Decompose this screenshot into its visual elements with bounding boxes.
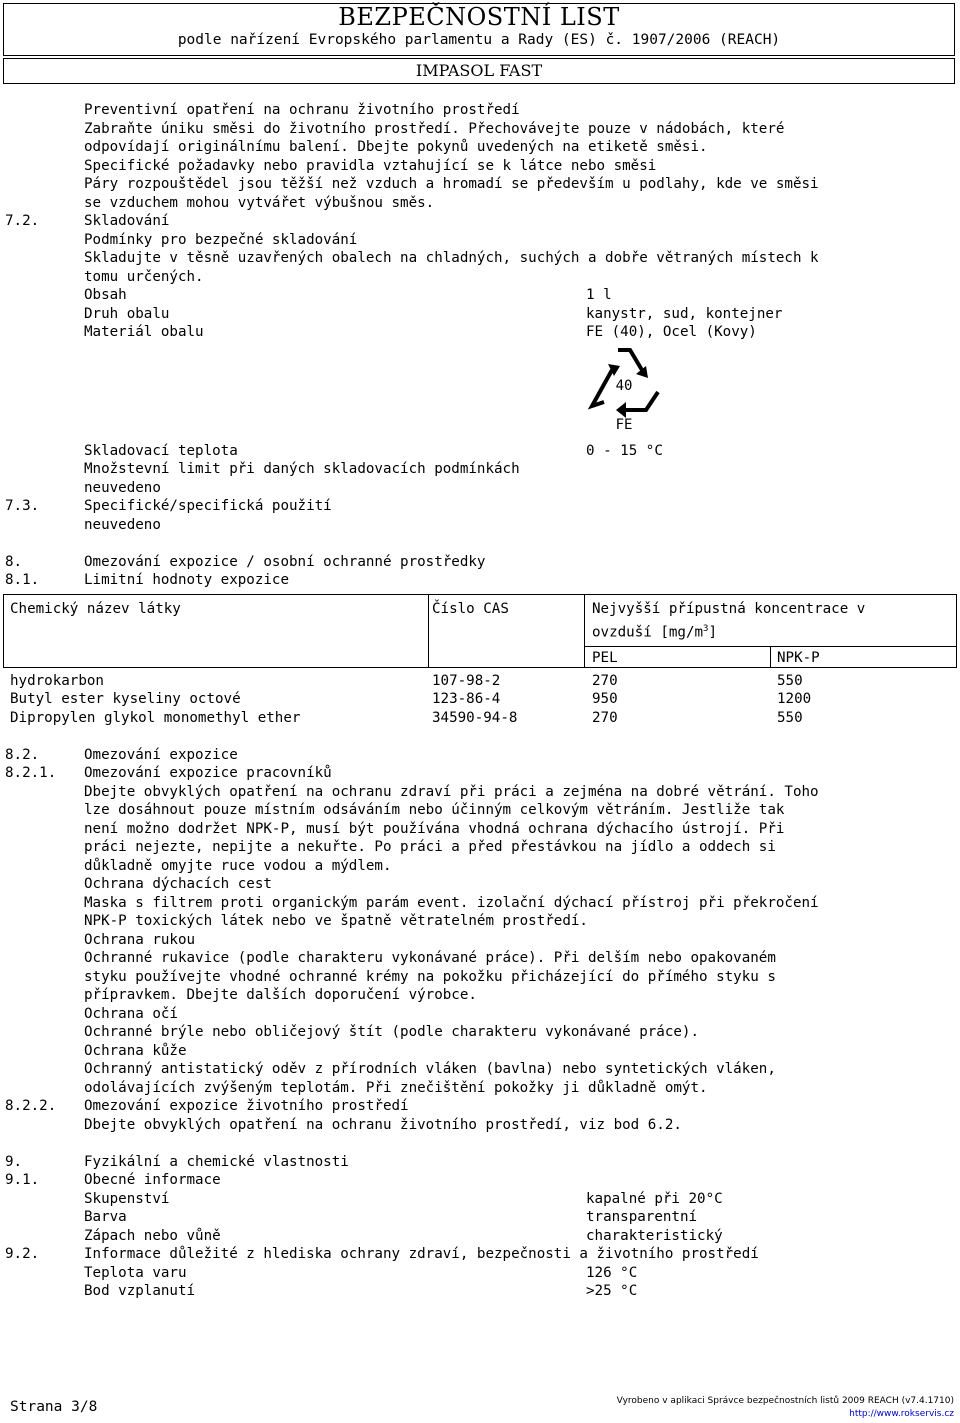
skin-protection-text: odolávajících zvýšeným teplotám. Při znečištění pokožky ji důkladně omýt. xyxy=(84,1080,708,1096)
section-number: 8.2.2. xyxy=(5,1098,57,1114)
section-number: 8.2. xyxy=(5,747,40,763)
generator-text: Vyrobeno v aplikaci Správce bezpečnostních listů 2009 REACH (v7.4.1710) xyxy=(616,1396,954,1406)
hand-protection-text: přípravkem. Dbejte dalších doporučení výrobce. xyxy=(84,987,477,1003)
section-title: Skladování xyxy=(84,213,170,229)
worker-exposure-text: důkladně omyjte ruce vodou a mýdlem. xyxy=(84,858,392,874)
recycling-symbol xyxy=(584,344,664,436)
material-value: FE (40), Ocel (Kovy) xyxy=(586,324,757,340)
storage-conditions-text: Skladujte v těsně uzavřených obalech na chladných, suchých a dobře větraných místech k xyxy=(84,250,819,266)
product-name-box xyxy=(3,58,955,84)
document-header xyxy=(3,3,955,56)
specific-use-value: neuvedeno xyxy=(84,517,161,533)
section-title: Informace důležité z hlediska ochrany zdraví, bezpečnosti a životního prostředí xyxy=(84,1246,759,1262)
content-label: Obsah xyxy=(84,287,127,303)
table-header-cas: Číslo CAS xyxy=(432,601,509,617)
storage-temperature-label: Skladovací teplota xyxy=(84,443,238,459)
section-number: 7.3. xyxy=(5,498,40,514)
table-row-pel: 270 xyxy=(592,710,618,726)
content-value: 1 l xyxy=(586,287,612,303)
table-header-npk: NPK-P xyxy=(777,650,820,666)
packaging-value: kanystr, sud, kontejner xyxy=(586,306,783,322)
recycling-arrows-icon xyxy=(584,344,664,436)
section-title: Omezování expozice / osobní ochranné prostředky xyxy=(84,554,486,570)
table-row-substance: Butyl ester kyseliny octové xyxy=(10,691,241,707)
section-title: Fyzikální a chemické vlastnosti xyxy=(84,1154,349,1170)
section-title: Obecné informace xyxy=(84,1172,221,1188)
footer-generator xyxy=(617,1395,954,1421)
worker-exposure-text: práci nejezte, nepijte a nekuřte. Po práci a před přestávkou na jídlo a oddech si xyxy=(84,839,776,855)
worker-exposure-text: není možno dodržet NPK-P, musí být používána vhodná ochrana dýchacího ústrojí. Při xyxy=(84,821,785,837)
table-header-concentration: Nejvyšší přípustná koncentrace v xyxy=(592,601,866,617)
product-name: IMPASOL FAST xyxy=(415,61,543,80)
flash-point-label: Bod vzplanutí xyxy=(84,1283,196,1299)
table-row-cas: 34590-94-8 xyxy=(432,710,518,726)
specific-requirements-text: se vzduchem mohou vytvářet výbušnou směs. xyxy=(84,195,435,211)
specific-requirements-text: Páry rozpouštědel jsou těžší než vzduch a hromadí se především u podlahy, kde ve směsi xyxy=(84,176,819,192)
specific-requirements-heading: Specifické požadavky nebo pravidla vztahující se k látce nebo směsi xyxy=(84,158,657,174)
eye-protection-text: Ochranné brýle nebo obličejový štít (podle charakteru vykonávané práce). xyxy=(84,1024,699,1040)
boiling-point-value: 126 °C xyxy=(586,1265,638,1281)
quantity-limit-value: neuvedeno xyxy=(84,480,161,496)
table-row-npk: 1200 xyxy=(777,691,812,707)
color-value: transparentní xyxy=(586,1209,698,1225)
odor-label: Zápach nebo vůně xyxy=(84,1228,221,1244)
worker-exposure-text: lze dosáhnout pouze místním odsáváním nebo účinným celkovým větráním. Jestliže tak xyxy=(84,802,785,818)
section-title: Omezování expozice životního prostředí xyxy=(84,1098,409,1114)
section-title: Omezování expozice xyxy=(84,747,238,763)
website-link[interactable]: http://www.rokservis.cz xyxy=(849,1409,954,1419)
section-number: 9.1. xyxy=(5,1172,40,1188)
recycle-code: FE xyxy=(615,417,633,433)
recycle-number: 40 xyxy=(615,378,633,394)
quantity-limit-heading: Množstevní limit při daných skladovacích podmínkách xyxy=(84,461,520,477)
page-number: Strana 3/8 xyxy=(10,1399,98,1415)
table-row-pel: 950 xyxy=(592,691,618,707)
table-row-cas: 123-86-4 xyxy=(432,691,501,707)
hand-protection-text: styku používejte vhodné ochranné krémy na pokožku přicházející do přímého styku s xyxy=(84,969,776,985)
section-number: 7.2. xyxy=(5,213,40,229)
table-header-concentration-unit: ovzduší $[mg/m^3]$ xyxy=(592,624,718,641)
packaging-label: Druh obalu xyxy=(84,306,170,322)
state-label: Skupenství xyxy=(84,1191,170,1207)
env-precautions-heading: Preventivní opatření na ochranu životního prostředí xyxy=(84,102,520,118)
table-row-pel: 270 xyxy=(592,673,618,689)
section-number: 8.2.1. xyxy=(5,765,57,781)
section-number: 8. xyxy=(5,554,23,570)
environmental-exposure-text: Dbejte obvyklých opatření na ochranu životního prostředí, viz bod 6.2. xyxy=(84,1117,682,1133)
table-row-npk: 550 xyxy=(777,710,803,726)
table-row-cas: 107-98-2 xyxy=(432,673,501,689)
table-row-npk: 550 xyxy=(777,673,803,689)
respiratory-protection-heading: Ochrana dýchacích cest xyxy=(84,876,272,892)
section-number: 9. xyxy=(5,1154,23,1170)
section-title: Specifické/specifická použití xyxy=(84,498,332,514)
table-row-substance: hydrokarbon xyxy=(10,673,104,689)
eye-protection-heading: Ochrana očí xyxy=(84,1006,178,1022)
boiling-point-label: Teplota varu xyxy=(84,1265,187,1281)
section-title: Limitní hodnoty expozice xyxy=(84,572,289,588)
skin-protection-text: Ochranný antistatický oděv z přírodních vláken (bavlna) nebo syntetických vláken, xyxy=(84,1061,776,1077)
storage-conditions-heading: Podmínky pro bezpečné skladování xyxy=(84,232,358,248)
respiratory-protection-text: NPK-P toxických látek nebo ve špatně větratelném prostředí. xyxy=(84,913,588,929)
state-value: kapalné při 20°C xyxy=(586,1191,723,1207)
hand-protection-text: Ochranné rukavice (podle charakteru vykonávané práce). Při delším nebo opakovaném xyxy=(84,950,776,966)
document-title: BEZPEČNOSTNÍ LIST xyxy=(338,3,620,31)
table-row-substance: Dipropylen glykol monomethyl ether xyxy=(10,710,301,726)
material-label: Materiál obalu xyxy=(84,324,204,340)
section-number: 8.1. xyxy=(5,572,40,588)
section-title: Omezování expozice pracovníků xyxy=(84,765,332,781)
section-number: 9.2. xyxy=(5,1246,40,1262)
document-subtitle: podle nařízení Evropského parlamentu a Rady (ES) č. 1907/2006 (REACH) xyxy=(177,32,781,48)
env-precautions-text: Zabraňte úniku směsi do životního prostředí. Přechovávejte pouze v nádobách, které xyxy=(84,121,785,137)
color-label: Barva xyxy=(84,1209,127,1225)
env-precautions-text: odpovídají originálnímu balení. Dbejte pokynů uvedených na etiketě směsi. xyxy=(84,139,708,155)
respiratory-protection-text: Maska s filtrem proti organickým parám event. izolační dýchací přístroj při překročení xyxy=(84,895,819,911)
table-header-pel: PEL xyxy=(592,650,618,666)
storage-temperature-value: 0 - 15 °C xyxy=(586,443,663,459)
worker-exposure-text: Dbejte obvyklých opatření na ochranu zdraví při práci a zejména na dobré větrání. Toho xyxy=(84,784,819,800)
odor-value: charakteristický xyxy=(586,1228,723,1244)
skin-protection-heading: Ochrana kůže xyxy=(84,1043,187,1059)
table-header-name: Chemický název látky xyxy=(10,601,181,617)
storage-conditions-text: tomu určených. xyxy=(84,269,204,285)
flash-point-value: >25 °C xyxy=(586,1283,638,1299)
hand-protection-heading: Ochrana rukou xyxy=(84,932,196,948)
